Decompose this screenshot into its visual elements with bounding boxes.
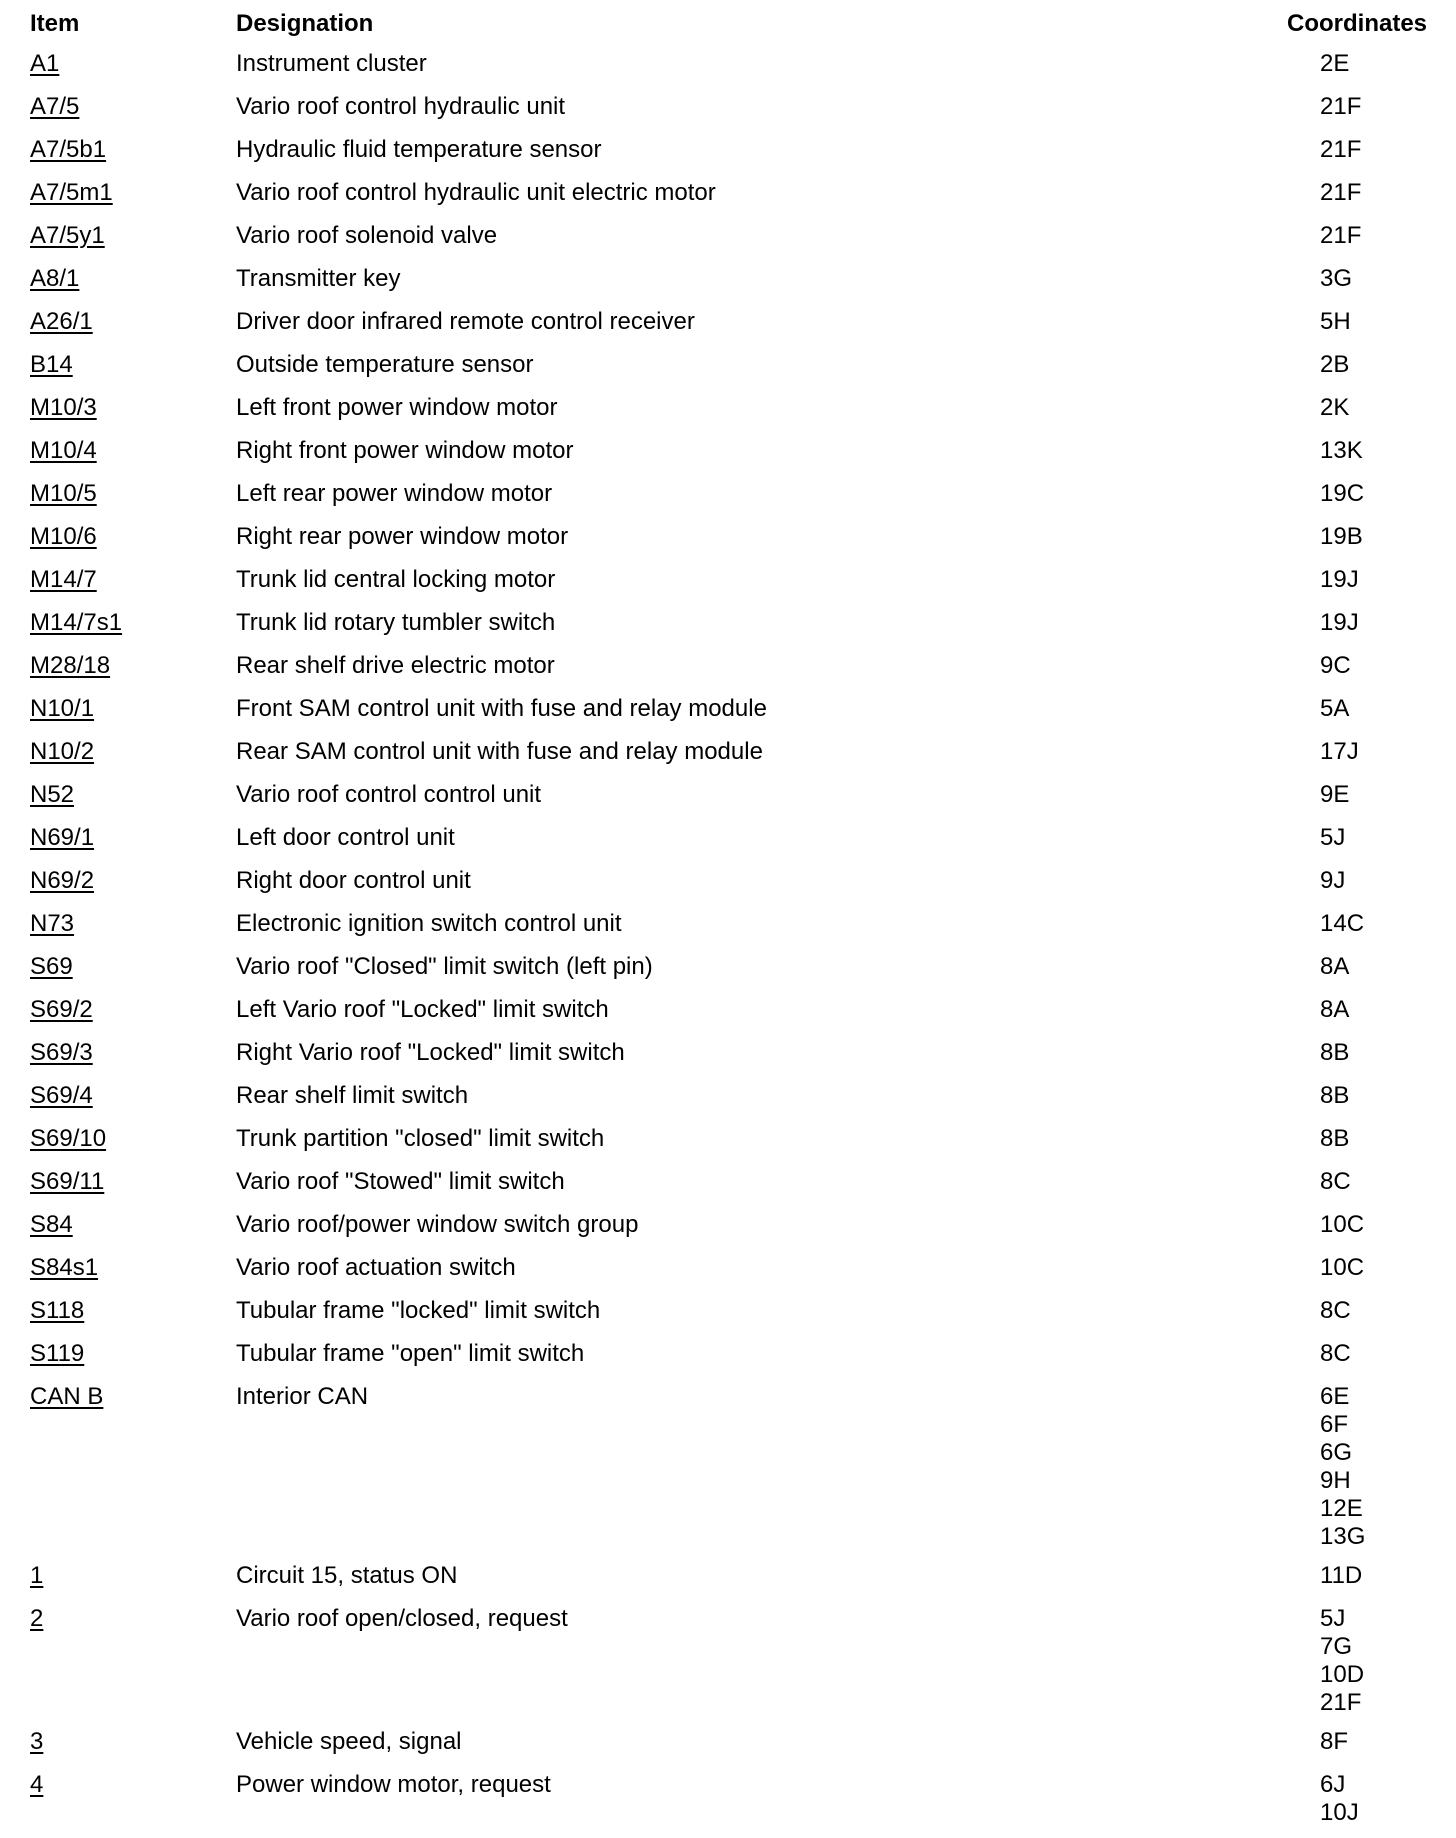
table-row: [0, 652, 1456, 695]
column-header-coordinates: Coordinates: [1287, 10, 1428, 37]
item-link[interactable]: S69/11: [30, 1168, 105, 1195]
item-link[interactable]: N73: [30, 910, 75, 937]
item-link[interactable]: A7/5m1: [30, 179, 113, 206]
item-link[interactable]: A1: [30, 50, 60, 77]
coordinates-cell: [1320, 308, 1351, 336]
coordinate-value: 8C: [1320, 1297, 1351, 1324]
designation-text: Trunk lid central locking motor: [236, 566, 556, 593]
coordinates-cell: [1320, 695, 1349, 723]
item-link[interactable]: A7/5b1: [30, 136, 107, 163]
item-link[interactable]: N69/2: [30, 867, 95, 894]
designation-text: Right rear power window motor: [236, 523, 569, 550]
designation-text: Rear SAM control unit with fuse and relay module: [236, 738, 763, 765]
item-link[interactable]: M14/7: [30, 566, 97, 593]
coordinate-value: 19B: [1320, 523, 1363, 550]
item-link[interactable]: M10/6: [30, 523, 97, 550]
coordinates-cell: [1320, 136, 1361, 164]
coordinates-cell: [1320, 1168, 1351, 1196]
coordinates-cell: [1320, 1297, 1351, 1325]
coordinates-cell: [1320, 566, 1359, 594]
item-link[interactable]: S119: [30, 1340, 85, 1367]
coordinate-value: 8C: [1320, 1340, 1351, 1367]
designation-text: Vario roof control control unit: [236, 781, 542, 808]
coordinates-cell: [1320, 953, 1349, 981]
coordinate-value: 10C: [1320, 1211, 1365, 1238]
table-row: [0, 308, 1456, 351]
coordinates-cell: [1320, 867, 1345, 895]
coordinate-value: 21F: [1320, 93, 1362, 120]
table-row: [0, 1039, 1456, 1082]
coordinate-value: 19J: [1320, 609, 1359, 636]
item-link[interactable]: N52: [30, 781, 75, 808]
table-row: [0, 1340, 1456, 1383]
designation-text: Electronic ignition switch control unit: [236, 910, 622, 937]
table-row: [0, 1297, 1456, 1340]
coordinate-value: 11D: [1320, 1562, 1363, 1589]
item-link[interactable]: S69/4: [30, 1082, 93, 1109]
coordinates-cell: [1320, 824, 1345, 852]
coordinate-value: 8C: [1320, 1168, 1351, 1195]
item-link[interactable]: CAN B: [30, 1383, 104, 1410]
item-link[interactable]: A8/1: [30, 265, 80, 292]
item-link[interactable]: N69/1: [30, 824, 95, 851]
designation-text: Vario roof "Closed" limit switch (left pin): [236, 953, 653, 980]
item-link[interactable]: M14/7s1: [30, 609, 123, 636]
coordinate-value: 5A: [1320, 695, 1350, 722]
coordinates-cell: [1320, 996, 1349, 1024]
item-link[interactable]: N10/2: [30, 738, 95, 765]
designation-text: Left door control unit: [236, 824, 455, 851]
designation-text: Vario roof control hydraulic unit electric motor: [236, 179, 716, 206]
table-row: [0, 1383, 1456, 1562]
designation-text: Right door control unit: [236, 867, 471, 894]
coordinates-cell: [1320, 781, 1349, 809]
designation-text: Tubular frame "locked" limit switch: [236, 1297, 601, 1324]
table-row: [0, 222, 1456, 265]
designation-text: Vario roof solenoid valve: [236, 222, 498, 249]
designation-text: Trunk partition "closed" limit switch: [236, 1125, 605, 1152]
item-link[interactable]: A7/5: [30, 93, 80, 120]
table-row: [0, 695, 1456, 738]
table-row: [0, 93, 1456, 136]
designation-text: Rear shelf drive electric motor: [236, 652, 555, 679]
coordinate-value: 6G: [1320, 1439, 1353, 1466]
table-row: [0, 394, 1456, 437]
table-row: [0, 609, 1456, 652]
table-header: [0, 10, 1456, 44]
coordinate-value: 6E: [1320, 1383, 1350, 1410]
coordinates-cell: [1320, 523, 1363, 551]
coordinate-value: 21F: [1320, 222, 1362, 249]
table-row: [0, 1562, 1456, 1605]
coordinates-cell: [1320, 437, 1363, 465]
item-link[interactable]: S84: [30, 1211, 73, 1238]
coordinates-cell: [1320, 1605, 1364, 1717]
table-row: [0, 953, 1456, 996]
coordinates-cell: [1320, 480, 1364, 508]
table-row: [0, 1211, 1456, 1254]
coordinates-cell: [1320, 1771, 1359, 1827]
coordinates-cell: [1320, 351, 1349, 379]
coordinate-value: 21F: [1320, 179, 1362, 206]
coordinate-value: 2E: [1320, 50, 1350, 77]
coordinates-cell: [1320, 50, 1349, 78]
coordinate-value: 8A: [1320, 953, 1350, 980]
coordinates-cell: [1320, 1039, 1349, 1067]
table-row: [0, 1254, 1456, 1297]
coordinate-value: 10J: [1320, 1799, 1359, 1826]
designation-text: Interior CAN: [236, 1383, 369, 1410]
coordinate-value: 8B: [1320, 1125, 1350, 1152]
designation-text: Tubular frame "open" limit switch: [236, 1340, 585, 1367]
coordinate-value: 5H: [1320, 308, 1351, 335]
coordinate-value: 9C: [1320, 652, 1351, 679]
coordinate-value: 17J: [1320, 738, 1359, 765]
item-link[interactable]: M10/4: [30, 437, 97, 464]
item-link[interactable]: S69/10: [30, 1125, 107, 1152]
table-row: [0, 781, 1456, 824]
coordinate-value: 13K: [1320, 437, 1363, 464]
column-header-item: Item: [30, 10, 80, 37]
table-body: [0, 50, 1456, 1838]
item-link[interactable]: M10/3: [30, 394, 97, 421]
table-row: [0, 1082, 1456, 1125]
coordinate-value: 3G: [1320, 265, 1353, 292]
designation-text: Vario roof control hydraulic unit: [236, 93, 566, 120]
table-row: [0, 1728, 1456, 1771]
table-row: [0, 566, 1456, 609]
table-row: [0, 824, 1456, 867]
table-row: [0, 179, 1456, 222]
coordinates-cell: [1320, 179, 1361, 207]
table-row: [0, 996, 1456, 1039]
item-link[interactable]: B14: [30, 351, 73, 378]
item-link[interactable]: S69/2: [30, 996, 93, 1023]
designation-text: Hydraulic fluid temperature sensor: [236, 136, 602, 163]
designation-text: Vario roof/power window switch group: [236, 1211, 639, 1238]
item-link[interactable]: S118: [30, 1297, 85, 1324]
coordinate-value: 7G: [1320, 1633, 1353, 1660]
table-row: [0, 1605, 1456, 1728]
table-row: [0, 1168, 1456, 1211]
coordinates-cell: [1320, 1562, 1362, 1590]
coordinates-cell: [1320, 1125, 1349, 1153]
coordinates-cell: [1320, 910, 1364, 938]
table-row: [0, 1771, 1456, 1838]
designation-text: Circuit 15, status ON: [236, 1562, 458, 1589]
coordinate-value: 13G: [1320, 1523, 1366, 1550]
designation-text: Vario roof actuation switch: [236, 1254, 516, 1281]
coordinates-cell: [1320, 1728, 1348, 1756]
coordinate-value: 9J: [1320, 867, 1346, 894]
coordinate-value: 2B: [1320, 351, 1350, 378]
designation-text: Left rear power window motor: [236, 480, 553, 507]
coordinates-cell: [1320, 93, 1361, 121]
coordinates-cell: [1320, 738, 1359, 766]
designation-text: Outside temperature sensor: [236, 351, 534, 378]
coordinates-cell: [1320, 394, 1349, 422]
item-link[interactable]: S84s1: [30, 1254, 99, 1281]
table-row: [0, 437, 1456, 480]
designation-text: Vario roof "Stowed" limit switch: [236, 1168, 565, 1195]
coordinates-cell: [1320, 1082, 1349, 1110]
coordinates-cell: [1320, 1211, 1364, 1239]
coordinates-cell: [1320, 1383, 1365, 1551]
table-row: [0, 738, 1456, 781]
table-row: [0, 265, 1456, 308]
table-row: [0, 136, 1456, 179]
item-link[interactable]: 1: [30, 1562, 44, 1589]
item-link[interactable]: N10/1: [30, 695, 95, 722]
coordinate-value: 8A: [1320, 996, 1350, 1023]
designation-text: Trunk lid rotary tumbler switch: [236, 609, 556, 636]
coordinate-value: 6F: [1320, 1411, 1349, 1438]
coordinate-value: 12E: [1320, 1495, 1363, 1522]
table-row: [0, 910, 1456, 953]
coordinate-value: 5J: [1320, 1605, 1346, 1632]
column-header-designation: Designation: [236, 10, 374, 37]
table-row: [0, 1125, 1456, 1168]
designation-text: Right Vario roof "Locked" limit switch: [236, 1039, 625, 1066]
item-link[interactable]: A26/1: [30, 308, 93, 335]
coordinate-value: 8F: [1320, 1728, 1349, 1755]
coordinates-cell: [1320, 222, 1361, 250]
designation-text: Power window motor, request: [236, 1771, 551, 1798]
coordinate-value: 9E: [1320, 781, 1350, 808]
coordinates-cell: [1320, 609, 1359, 637]
coordinates-cell: [1320, 265, 1352, 293]
item-link[interactable]: 4: [30, 1771, 44, 1798]
item-link[interactable]: S69: [30, 953, 73, 980]
designation-text: Left Vario roof "Locked" limit switch: [236, 996, 609, 1023]
coordinate-value: 10D: [1320, 1661, 1365, 1688]
designation-text: Vario roof open/closed, request: [236, 1605, 568, 1632]
coordinate-value: 21F: [1320, 1689, 1362, 1716]
coordinate-value: 5J: [1320, 824, 1346, 851]
coordinate-value: 21F: [1320, 136, 1362, 163]
coordinate-value: 9H: [1320, 1467, 1351, 1494]
coordinates-cell: [1320, 652, 1351, 680]
item-link[interactable]: S69/3: [30, 1039, 93, 1066]
designation-text: Driver door infrared remote control receiver: [236, 308, 695, 335]
coordinate-value: 2K: [1320, 394, 1350, 421]
table-row: [0, 50, 1456, 93]
designation-text: Vehicle speed, signal: [236, 1728, 462, 1755]
table-row: [0, 523, 1456, 566]
item-link[interactable]: M10/5: [30, 480, 97, 507]
table-row: [0, 867, 1456, 910]
coordinate-value: 14C: [1320, 910, 1365, 937]
designation-text: Front SAM control unit with fuse and relay module: [236, 695, 767, 722]
coordinate-value: 8B: [1320, 1039, 1350, 1066]
coordinates-cell: [1320, 1340, 1351, 1368]
item-link[interactable]: 3: [30, 1728, 44, 1755]
coordinate-value: 19J: [1320, 566, 1359, 593]
item-link[interactable]: A7/5y1: [30, 222, 105, 249]
item-link[interactable]: M28/18: [30, 652, 111, 679]
designation-text: Transmitter key: [236, 265, 401, 292]
coordinates-cell: [1320, 1254, 1364, 1282]
designation-text: Left front power window motor: [236, 394, 558, 421]
table-row: [0, 480, 1456, 523]
item-link[interactable]: 2: [30, 1605, 44, 1632]
coordinate-value: 6J: [1320, 1771, 1346, 1798]
table-row: [0, 351, 1456, 394]
coordinate-value: 8B: [1320, 1082, 1350, 1109]
designation-text: Right front power window motor: [236, 437, 574, 464]
coordinate-value: 10C: [1320, 1254, 1365, 1281]
designation-text: Instrument cluster: [236, 50, 427, 77]
coordinate-value: 19C: [1320, 480, 1365, 507]
designation-text: Rear shelf limit switch: [236, 1082, 469, 1109]
